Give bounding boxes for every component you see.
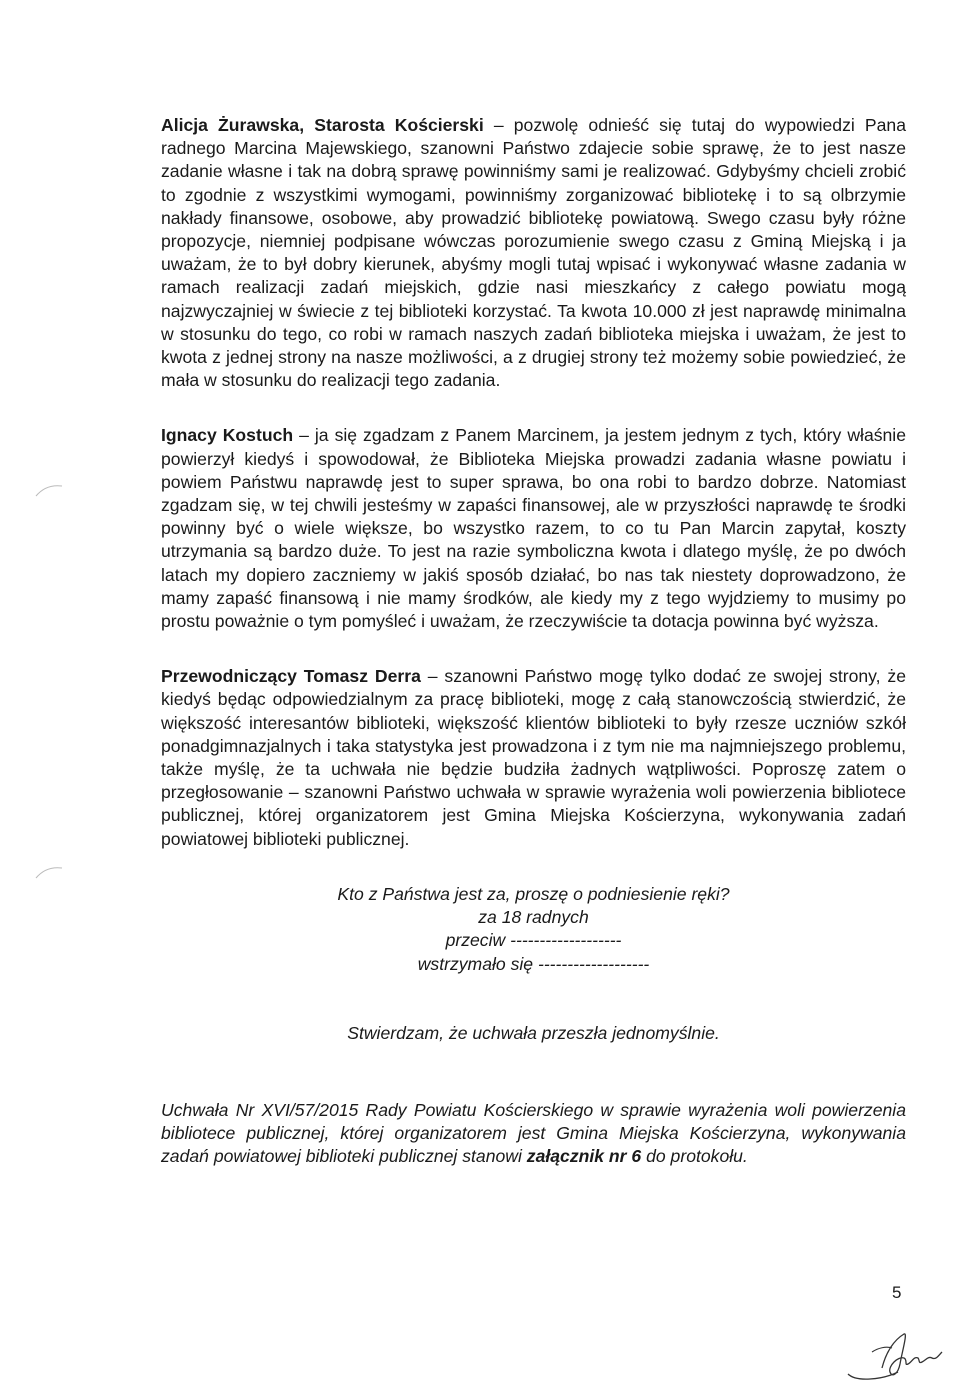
document-page bbox=[161, 114, 906, 1169]
statement-text: – pozwolę odnieść się tutaj do wypowiedzi Pana radnego Marcina Majewskiego, szanowni Państwo zdajecie sobie sprawę, że to jest nasze zadanie własne i tak na dobrą sprawę powinniśmy sami je realizować. Gdybyśmy chcieli zrobić to zgodnie z wszystkimi wymogami, powinniśmy zorganizować bibliotekę i to są olbrzymie nakłady finansowe, osobowe, aby prowadzić bibliotekę powiatową. Swego czasu były różne propozycje, niemniej podpisane wówczas porozumienie swego czasu z Gminą Miejską i ja uważam, że to był dobry kierunek, abyśmy mogli tutaj wpisać i wykonywać własne zadania w ramach realizacji zadań miejskich, gdzie nasi mieszkańcy z całego powiatu mogą najzwyczajniej w świecie z tej biblioteki korzystać. Ta kwota 10.000 zł jest naprawdę minimalna w stosunku do tego, co robi w ramach naszych zadań biblioteka miejska i uważam, że jest to kwota z jednej strony na nasze możliwości, a z drugiej strony też możemy sobie powiedzieć, że mała w stosunku do realizacji tego zadania. bbox=[161, 115, 907, 391]
speaker-name: Alicja Żurawska, Starosta Kościerski bbox=[161, 115, 484, 135]
vote-result: Stwierdzam, że uchwała przeszła jednomyślnie. bbox=[347, 1022, 720, 1043]
margin-hole-mark bbox=[34, 862, 64, 882]
vote-abstain: wstrzymało się ------------------- bbox=[417, 953, 650, 974]
resolution-suffix: do protokołu. bbox=[641, 1146, 748, 1167]
statement-kostuch bbox=[161, 424, 906, 633]
vote-for: za 18 radnych bbox=[478, 907, 589, 928]
statement-derra bbox=[161, 665, 906, 851]
vote-question: Kto z Państwa jest za, proszę o podniesienie ręki? bbox=[337, 883, 730, 904]
speaker-name: Przewodniczący Tomasz Derra bbox=[161, 666, 421, 687]
resolution-text: Uchwała Nr XVI/57/2015 Rady Powiatu Kościerskiego w sprawie wyrażenia woli powierzenia bibliotece publicznej, której organizatorem jest Gmina Miejska Kościerzyna, wykonywania zadań powiatowej biblioteki publicznej stanowi bbox=[161, 1099, 906, 1167]
resolution-note bbox=[161, 1099, 906, 1169]
signature bbox=[842, 1322, 952, 1382]
speaker-name: Ignacy Kostuch bbox=[161, 425, 294, 446]
vote-against: przeciw ------------------- bbox=[445, 930, 622, 951]
statement-text: – szanowni Państwo mogę tylko dodać ze swojej strony, że kiedyś będąc odpowiedzialnym za pracę biblioteki, mogę z całą stanowczością stwierdzić, że większość interesantów biblioteki, większość klientów biblioteki to były rzesze uczniów szkół ponadgimnazjalnych i taka statystyka jest prowadzona i z tym nie ma najmniejszego problemu, także myślę, że ta uchwała nie będzie budziła żadnych wątpliwości. Poproszę zatem o przegłosowanie – szanowni Państwo uchwała w sprawie wyrażenia woli powierzenia bibliotece publicznej, której organizatorem jest Gmina Miejska Kościerzyna, wykonywania zadań powiatowej biblioteki publicznej. bbox=[161, 666, 906, 849]
page-number: 5 bbox=[892, 1283, 902, 1302]
statement-text: – ja się zgadzam z Panem Marcinem, ja jestem jednym z tych, który właśnie powierzył kiedyś i spowodował, że Biblioteka Miejska prowadzi zadania własne powiatu i powiem Państwu naprawdę jest to super sprawa, bo ona robi to bardzo dobrze. Natomiast zgadzam się, w tej chwili jesteśmy w zapaści finansowej, ale w przyszłości naprawdę te środki powinny być o wiele większe, bo wszystko razem, to co tu Pan Marcin zapytał, koszty utrzymania są bardzo duże. To jest na razie symboliczna kwota i dlatego myślę, że po dwóch latach my dopiero zaczniemy w jakiś sposób działać, bo nas tak niestety doprowadzono, że mamy zapaść finansową i nie mamy środków, ale kiedy my z tego wyjdziemy to musimy po prostu poważnie o tym pomyśleć i uważam, że rzeczywiście ta dotacja powinna być wyższa. bbox=[161, 425, 906, 632]
margin-hole-mark bbox=[34, 480, 64, 500]
attachment-label: załącznik nr 6 bbox=[526, 1146, 642, 1167]
statement-zurawska bbox=[161, 114, 906, 392]
vote-block bbox=[161, 883, 906, 1045]
